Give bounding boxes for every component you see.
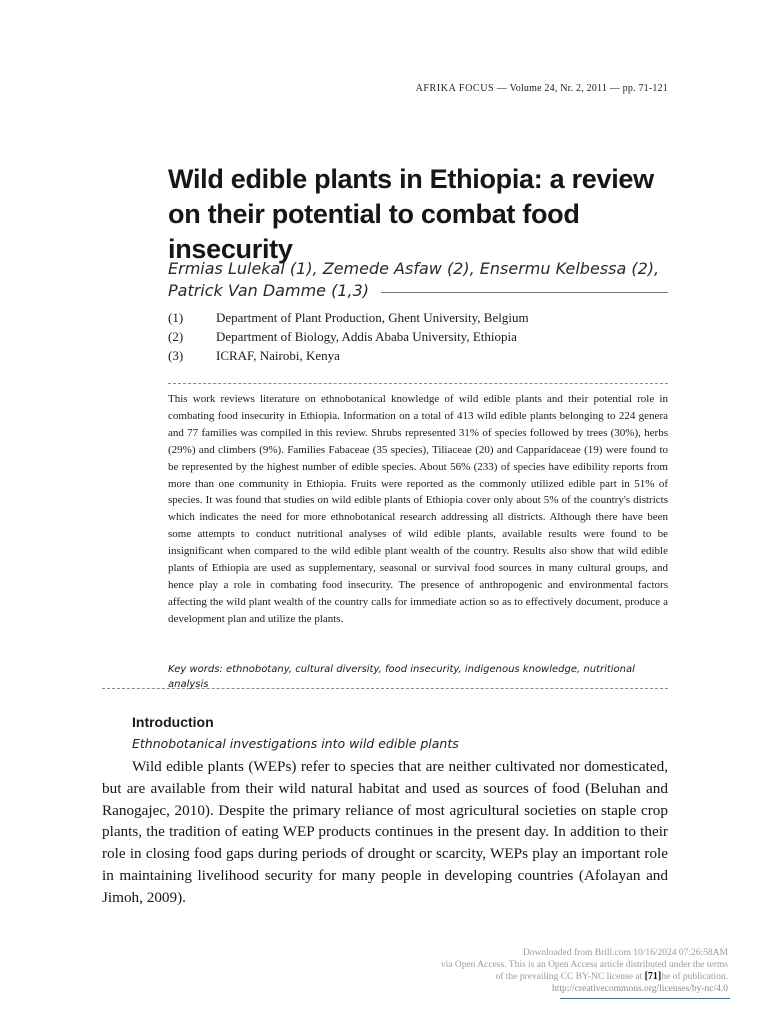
abstract-text: This work reviews literature on ethnobotanical knowledge of wild edible plants and their potential role in combating food insecurity in Ethiopia. Information on a total of 413 wild edible plants belonging to 224 genera and 77 families was compiled in this review. Shrubs represented 31% of species followed by trees (30%), herbs (29%) and climbers (9%). Families Fabaceae (35 species), Tiliaceae (20) and Capparidaceae (19) were found to be represented by the highest number of edible species. About 56% (233) of species have edibility reports from more than one community in Ethiopia. Fruits were reported as the commonly utilized edible part in 51% of species. It was found that studies on wild edible plants of Ethiopia cover only about 5% of the country's districts which indicates the need for more ethnobotanical research addressing all districts. Although there have been some attempts to conduct nutritional analyses of wild edible plants, available results were found to be insignificant when compared to the wild edible plant wealth of the country. Results also show that wild edible plants of Ethiopia are used as supplementary, seasonal or survival food sources in many cultural groups, and hence play a role in combating food insecurity. The presence of anthropogenic and environmental factors affecting the wild plant wealth of the country calls for immediate action so as to effectively document, produce a development plan and utilize the plants.: [168, 393, 668, 625]
author-list: [168, 258, 668, 302]
running-head: [416, 83, 668, 94]
subsection-heading: Ethnobotanical investigations into wild edible plants: [132, 736, 459, 751]
affiliation-item: [168, 327, 668, 346]
download-footer: [408, 947, 728, 995]
footer-line-3-end: he of publication.: [661, 972, 728, 982]
body-paragraph: Wild edible plants (WEPs) refer to species that are neither cultivated nor domesticated, but are available from their wild natural habitat and used as sources of food (Beluhan and Ranogajec, 2010). Despite the primary reliance of most agricultural societies on staple crop plants, the tradition of eating WEP products continues in the present day. In addition to their role in closing food gaps during periods of drought or scarcity, WEPs play an important role in maintaining livelihood security for many people in developing countries (Afolayan and Jimoh, 2009).: [102, 758, 668, 906]
author-rule: [381, 292, 668, 293]
author-line-2: Patrick Van Damme (1,3): [168, 281, 370, 300]
affiliation-text: Department of Biology, Addis Ababa University, Ethiopia: [216, 329, 517, 344]
license-link-underline: [560, 998, 730, 999]
keywords-label: Key words:: [168, 664, 223, 675]
affiliation-item: [168, 346, 668, 365]
section-heading: Introduction: [132, 714, 214, 730]
author-line-1: Ermias Lulekal (1), Zemede Asfaw (2), Ensermu Kelbessa (2),: [168, 259, 660, 278]
footer-line-3-start: of the prevailing CC BY-NC license at: [495, 972, 645, 982]
footer-line-2: via Open Access. This is an Open Access article distributed under the terms: [440, 960, 728, 970]
article-title: Wild edible plants in Ethiopia: a review on their potential to combat food insecurity: [168, 164, 654, 264]
journal-name: AFRIKA FOCUS: [415, 83, 495, 94]
abstract-top-divider: [168, 383, 668, 384]
affiliation-number: (2): [168, 329, 184, 344]
affiliation-number: (1): [168, 310, 184, 325]
license-link[interactable]: http://creativecommons.org/licenses/by-nc/4.0: [551, 984, 728, 994]
volume-info: — Volume 24, Nr. 2, 2011 — pp. 71-121: [494, 83, 668, 94]
page-number: [71]: [644, 971, 662, 982]
affiliation-text: ICRAF, Nairobi, Kenya: [216, 348, 340, 363]
abstract-bottom-divider: [102, 688, 668, 689]
footer-line-1: Downloaded from Brill.com 10/16/2024 07:26:58AM: [522, 948, 728, 958]
affiliation-number: (3): [168, 348, 184, 363]
keywords-terms: ethnobotany, cultural diversity, food insecurity, indigenous knowledge, nutritional analysis: [168, 664, 635, 690]
affiliation-text: Department of Plant Production, Ghent University, Belgium: [216, 310, 529, 325]
affiliation-list: [168, 308, 668, 365]
affiliation-item: [168, 308, 668, 327]
